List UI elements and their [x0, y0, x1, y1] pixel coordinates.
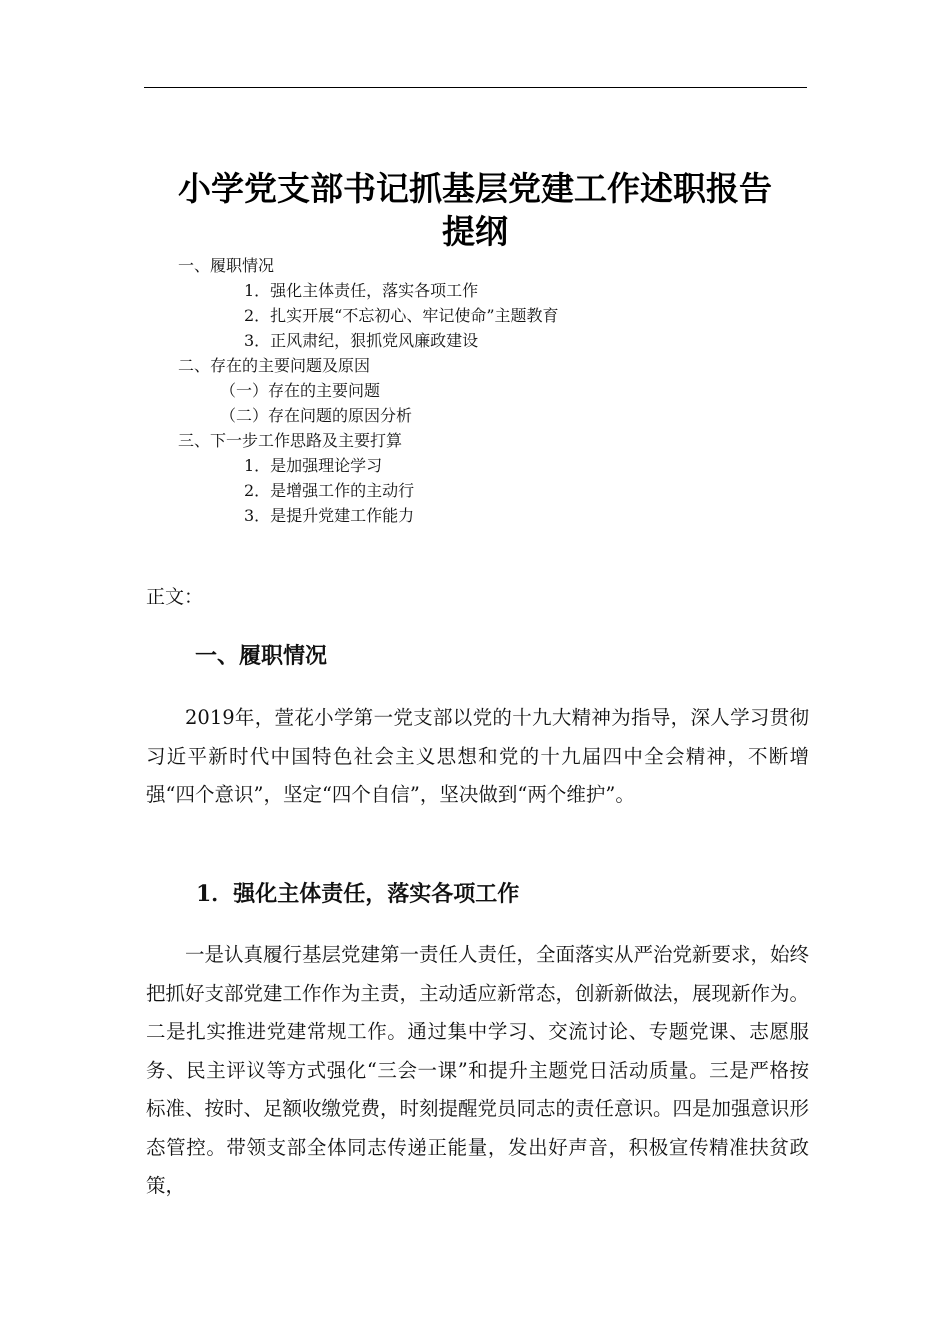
outline-item: 三、下一步工作思路及主要打算 [178, 431, 403, 450]
outline-item: 一、履职情况 [178, 256, 275, 275]
outline-item: （二）存在问题的原因分析 [220, 406, 413, 425]
header-rule [144, 87, 807, 88]
subsection-heading: 1．强化主体责任，落实各项工作 [196, 881, 520, 907]
body-label: 正文： [146, 586, 204, 608]
outline-item: 1．强化主体责任，落实各项工作 [244, 281, 479, 300]
outline-item: 1．是加强理论学习 [244, 456, 383, 475]
section-heading: 一、履职情况 [195, 644, 328, 669]
document-title: 小学党支部书记抓基层党建工作述职报告 [178, 169, 772, 208]
body-paragraph: 一是认真履行基层党建第一责任人责任，全面落实从严治党新要求，始终把抓好支部党建工作作为主责，主动适应新常态，创新新做法，展现新作为。二是扎实推进党建常规工作。通过集中学习、交流讨论、专题党课、志愿服务、民主评议等方式强化“三会一课”和提升主题党日活动质量。三是严格按标准、按时、足额收缴党费，时刻提醒党员同志的责任意识。四是加强意识形态管控。带领支部全体同志传递正能量，发出好声音，积极宣传精准扶贫政策， [146, 943, 810, 1197]
outline-item: 2．扎实开展“不忘初心、牢记使命”主题教育 [244, 306, 559, 325]
outline-item: 3．是提升党建工作能力 [244, 506, 415, 525]
body-paragraph: 2019年，萱花小学第一党支部以党的十九大精神为指导，深人学习贯彻习近平新时代中国特色社会主义思想和党的十九届四中全会精神，不断增强“四个意识”，坚定“四个自信”，坚决做到“两个维护”。 [146, 706, 809, 806]
outline-item: 2．是增强工作的主动行 [244, 481, 415, 500]
outline-item: 二、存在的主要问题及原因 [178, 356, 371, 375]
outline-item: 3．正风肃纪，狠抓党风廉政建设 [244, 331, 479, 350]
outline-item: （一）存在的主要问题 [220, 381, 381, 400]
document-title-line-2: 提纲 [442, 212, 508, 251]
